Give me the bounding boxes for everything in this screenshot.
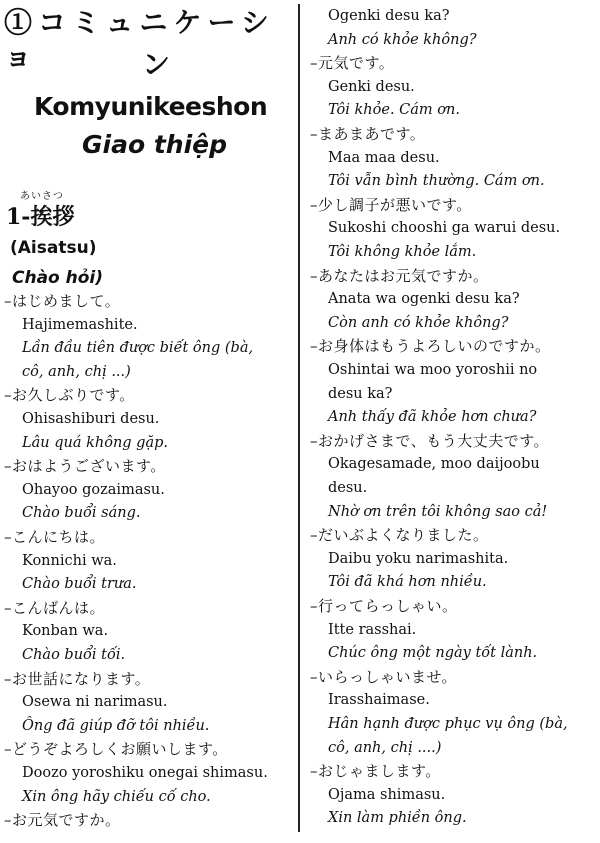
phrase-jp: –お元気ですか。 [4,811,121,830]
phrase-romaji: Sukoshi chooshi ga warui desu. [328,220,561,237]
phrase-jp: –あなたはお元気ですか。 [310,266,489,285]
phrase-romaji: Maa maa desu. [328,149,440,166]
phrase-jp: –はじめまして。 [4,292,121,310]
section-romaji: (Aisatsu) [10,238,97,258]
section-vn: Chào hỏi) [12,268,104,288]
phrase-vn: Chúc ông một ngày tốt lành. [328,645,538,662]
phrase-jp: –おかげさまで、もう大丈夫です。 [310,431,550,450]
phrase-romaji: Osewa ni narimasu. [22,694,168,711]
phrase-vn: Còn anh có khỏe không? [328,314,509,331]
phrase-vn: cô, anh, chị ....) [328,739,442,756]
phrase-romaji: Doozo yoroshiku onegai shimasu. [22,765,268,781]
phrase-jp: –こんにちは。 [4,528,106,546]
phrase-jp: –どうぞよろしくお願いします。 [4,740,228,759]
phrase-romaji: Oshintai wa moo yoroshii no [328,362,538,378]
phrase-romaji: Ojama shimasu. [328,786,446,803]
phrase-jp: –元気です。 [310,54,395,73]
phrase-romaji: Okagesamade, moo daijoobu [328,456,540,473]
phrase-vn: Xin ông hãy chiếu cố cho. [22,788,211,805]
phrase-jp: –こんばんは。 [4,598,106,617]
phrase-romaji: desu. [328,480,368,496]
phrase-vn: Anh thấy đã khỏe hơn chưa? [328,409,537,426]
phrase-vn: Chào buổi trưa. [22,576,137,593]
phrase-romaji: Irasshaimase. [328,692,430,709]
phrase-romaji: Ogenki desu ka? [328,8,450,24]
column-divider [298,4,300,832]
phrase-romaji: Genki desu. [328,78,415,95]
phrase-vn: Nhờ ơn trên tôi không sao cả! [328,503,548,520]
phrase-jp: –いらっしゃいませ。 [310,667,458,686]
phrase-vn: Tôi không khỏe lắm. [328,244,477,260]
phrase-vn: Ông đã giúp đỡ tôi nhiều. [22,717,210,734]
phrase-jp: –お世話になります。 [4,669,151,688]
chapter-title-vn: Giao thiệp [82,130,228,159]
phrase-vn: Hân hạnh được phục vụ ông (bà, [328,716,568,732]
phrase-romaji: Ohisashiburi desu. [22,411,160,427]
phrase-romaji: Itte rasshai. [328,621,417,638]
chapter-title-romaji: Komyunikeeshon [34,92,268,121]
phrase-romaji: Daibu yoku narimashita. [328,550,509,567]
phrase-romaji: Konnichi wa. [22,552,117,569]
phrase-jp: –おじゃまします。 [310,762,441,781]
section-ruby: あいさつ [20,191,64,202]
chapter-title-jp-line1: ①コミュニケーショ [4,6,275,73]
chapter-title-jp-line2: ン [142,48,177,81]
phrase-jp: –行ってらっしゃい。 [310,597,458,615]
section-title: 1-挨拶 [6,204,75,230]
phrase-jp: –お身体はもうよろしいのですか。 [310,337,551,356]
phrase-vn: Lần đầu tiên được biết ông (bà, [22,340,254,357]
phrase-vn: Chào buổi sáng. [22,505,141,522]
phrase-romaji: Hajimemashite. [22,316,138,333]
phrase-jp: –お久しぶりです。 [4,386,135,405]
phrase-jp: –少し調子が悪いです。 [310,195,472,214]
phrase-vn: Xin làm phiền ông. [328,810,467,827]
phrase-vn: Tôi vẫn bình thường. Cám ơn. [328,173,545,190]
phrase-jp: –おはようございます。 [4,457,166,476]
phrase-jp: –だいぶよくなりました。 [310,526,489,545]
phrase-vn: Anh có khỏe không? [328,31,477,48]
phrase-vn: cô, anh, chị ...) [22,363,131,380]
phrase-vn: Tôi đã khá hơn nhiều. [328,574,487,591]
phrase-vn: Tôi khỏe. Cám ơn. [328,102,460,119]
phrase-romaji: Ohayoo gozaimasu. [22,481,165,498]
phrase-vn: Chào buổi tối. [22,647,126,663]
phrase-vn: Lâu quá không gặp. [22,434,168,451]
phrase-romaji: Konban wa. [22,623,109,640]
phrase-jp: –まあまあです。 [310,125,426,143]
phrase-romaji: Anata wa ogenki desu ka? [328,291,520,308]
phrase-romaji: desu ka? [328,385,393,402]
